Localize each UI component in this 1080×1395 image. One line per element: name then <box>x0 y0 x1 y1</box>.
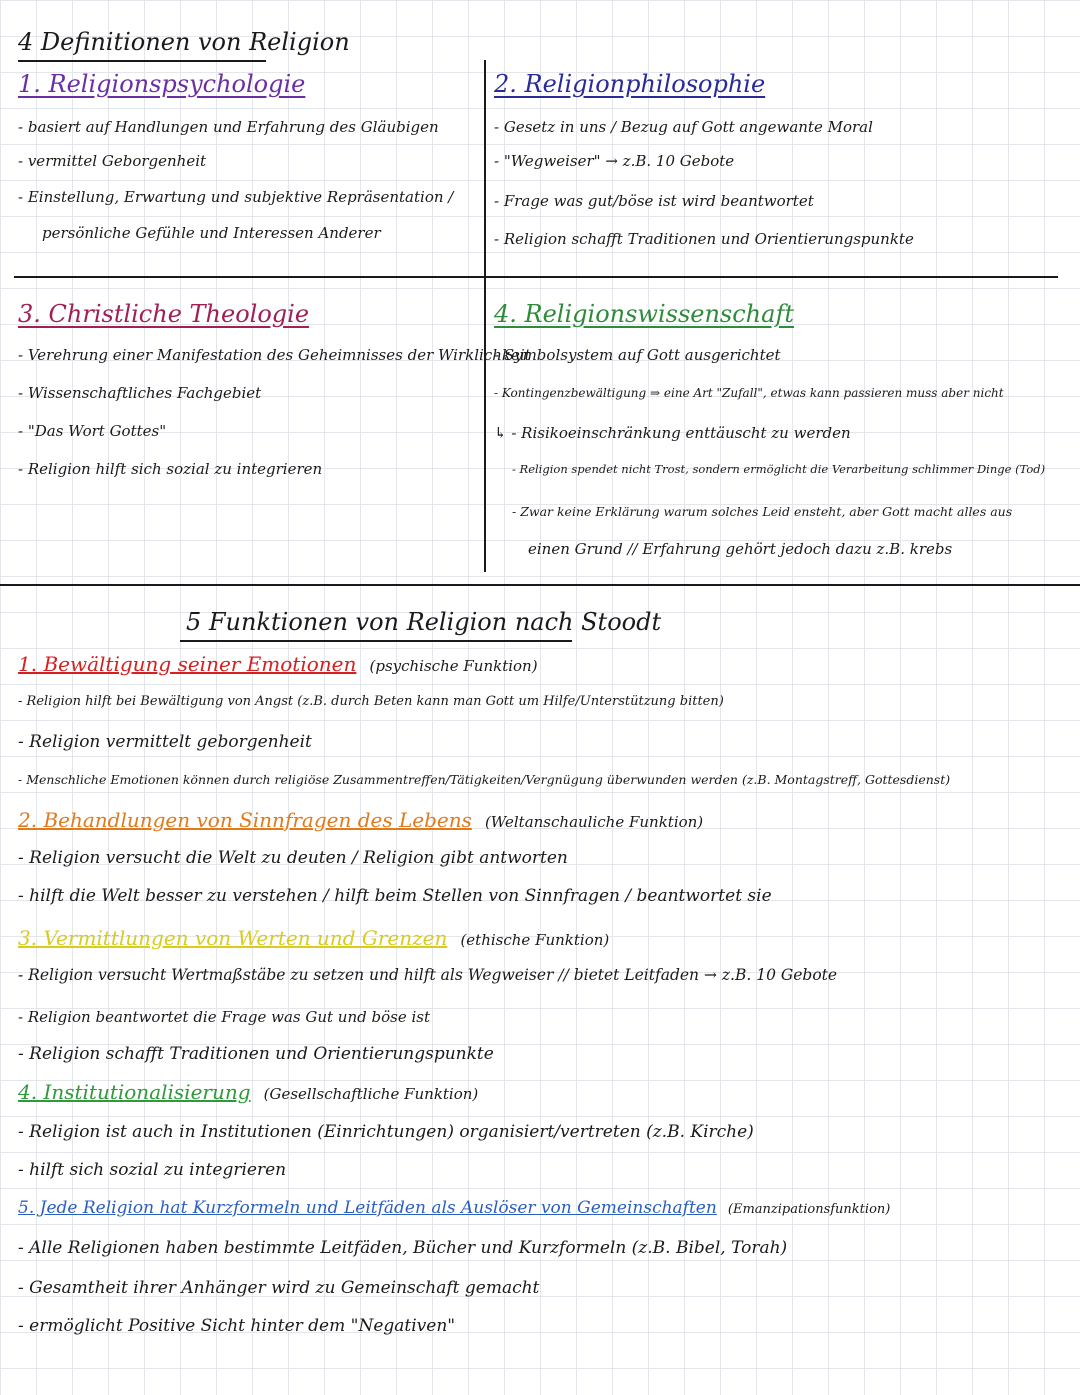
section-5-item-2: - Gesamtheit ihrer Anhänger wird zu Gemeinschaft gemacht <box>18 1278 540 1298</box>
q2-item-2: - "Wegweiser" → z.B. 10 Gebote <box>494 152 735 170</box>
section-3-note: (ethische Funktion) <box>460 931 610 949</box>
section-4-heading: 4. Institutionalisierung <box>18 1080 251 1104</box>
q4-item-4: - Religion spendet nicht Trost, sondern ermöglicht die Verarbeitung schlimmer Dinge (Tod) <box>512 462 1046 476</box>
q3-item-2: - Wissenschaftliches Fachgebiet <box>18 384 262 402</box>
section-5-note: (Emanzipationsfunktion) <box>727 1202 891 1217</box>
q1-item-3: - Einstellung, Erwartung und subjektive Repräsentation / <box>18 188 454 206</box>
section-4-header <box>18 1080 478 1104</box>
funktionen-title-underline <box>180 640 572 642</box>
quadrant-vertical-divider <box>484 60 486 572</box>
q3-item-4: - Religion hilft sich sozial zu integrieren <box>18 460 323 478</box>
q4-item-5: - Zwar keine Erklärung warum solches Leid ensteht, aber Gott macht alles aus <box>512 504 1013 519</box>
q2-item-3: - Frage was gut/böse ist wird beantwortet <box>494 192 814 210</box>
section-4-item-1: - Religion ist auch in Institutionen (Einrichtungen) organisiert/vertreten (z.B. Kirche) <box>18 1122 754 1142</box>
q1-item-1: - basiert auf Handlungen und Erfahrung des Gläubigen <box>18 118 439 136</box>
q3-item-1: - Verehrung einer Manifestation des Geheimnisses der Wirklichkeit <box>18 346 531 364</box>
section-1-note: (psychische Funktion) <box>369 657 538 675</box>
section-1-item-1: - Religion hilft bei Bewältigung von Angst (z.B. durch Beten kann man Gott um Hilfe/Unterstützung bitten) <box>18 694 724 709</box>
quadrant-horizontal-divider <box>14 276 1058 278</box>
q2-item-4: - Religion schafft Traditionen und Orientierungspunkte <box>494 230 914 248</box>
section-3-item-3: - Religion schafft Traditionen und Orientierungspunkte <box>18 1044 494 1064</box>
section-1-heading: 1. Bewältigung seiner Emotionen <box>18 652 357 676</box>
heading-religionphilosophie: 2. Religionphilosophie <box>494 70 766 98</box>
section-5-heading: 5. Jede Religion hat Kurzformeln und Leitfäden als Auslöser von Gemeinschaften <box>18 1198 717 1218</box>
section-3-header <box>18 926 609 950</box>
section-2-note: (Weltanschauliche Funktion) <box>484 813 704 831</box>
heading-religionspsychologie: 1. Religionspsychologie <box>18 70 306 98</box>
section-1-item-3: - Menschliche Emotionen können durch religiöse Zusammentreffen/Tätigkeiten/Vergnügung überwunden werden (z.B. Montagstreff, Gottesdienst) <box>18 772 951 787</box>
section-divider <box>0 584 1080 586</box>
section-3-item-2: - Religion beantwortet die Frage was Gut und böse ist <box>18 1008 431 1026</box>
section-1-header <box>18 652 538 676</box>
q4-item-2: - Kontingenzbewältigung ⇒ eine Art "Zufall", etwas kann passieren muss aber nicht <box>494 386 1004 400</box>
page-title-funktionen: 5 Funktionen von Religion nach Stoodt <box>186 608 662 636</box>
section-3-item-1: - Religion versucht Wertmaßstäbe zu setzen und hilft als Wegweiser // bietet Leitfaden → z.B. 10 Gebote <box>18 966 838 984</box>
q4-item-1: - Symbolsystem auf Gott ausgerichtet <box>494 346 781 364</box>
q4-item-3: ↳ - Risikoeinschränkung enttäuscht zu werden <box>494 424 851 442</box>
q2-item-1: - Gesetz in uns / Bezug auf Gott angewante Moral <box>494 118 873 136</box>
section-4-note: (Gesellschaftliche Funktion) <box>263 1085 479 1103</box>
section-2-item-2: - hilft die Welt besser zu verstehen / hilft beim Stellen von Sinnfragen / beantwortet sie <box>18 886 772 906</box>
page-title-definitionen: 4 Definitionen von Religion <box>18 28 350 56</box>
section-5-header <box>18 1198 890 1218</box>
heading-religionswissenschaft: 4. Religionswissenschaft <box>494 300 794 328</box>
title-underline <box>18 60 266 62</box>
q1-item-4: persönliche Gefühle und Interessen Anderer <box>42 224 381 242</box>
q1-item-2: - vermittel Geborgenheit <box>18 152 207 170</box>
section-1-item-2: - Religion vermittelt geborgenheit <box>18 732 312 752</box>
heading-christliche-theologie: 3. Christliche Theologie <box>18 300 310 328</box>
section-2-header <box>18 808 703 832</box>
q4-item-6: einen Grund // Erfahrung gehört jedoch dazu z.B. krebs <box>528 540 953 558</box>
q3-item-3: - "Das Wort Gottes" <box>18 422 167 440</box>
section-5-item-1: - Alle Religionen haben bestimmte Leitfäden, Bücher und Kurzformeln (z.B. Bibel, Torah) <box>18 1238 788 1258</box>
section-2-heading: 2. Behandlungen von Sinnfragen des Lebens <box>18 808 472 832</box>
section-2-item-1: - Religion versucht die Welt zu deuten / Religion gibt antworten <box>18 848 568 868</box>
section-4-item-2: - hilft sich sozial zu integrieren <box>18 1160 287 1180</box>
section-3-heading: 3. Vermittlungen von Werten und Grenzen <box>18 926 448 950</box>
section-5-item-3: - ermöglicht Positive Sicht hinter dem "Negativen" <box>18 1316 456 1336</box>
